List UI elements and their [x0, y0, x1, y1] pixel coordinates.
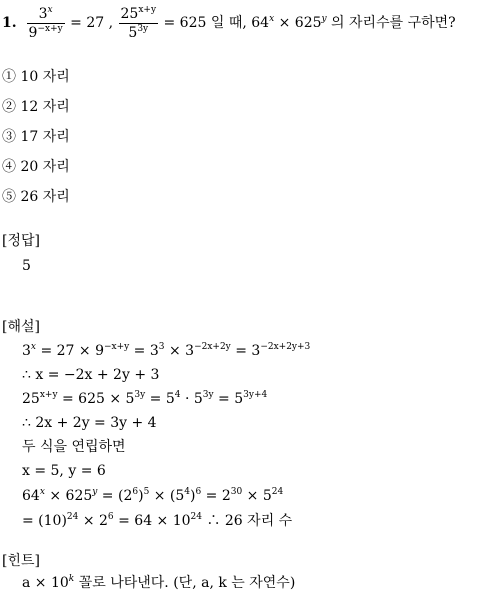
fraction-2: $\frac{25^{x+y}}{5^{3y}}$	[120, 4, 157, 41]
choice-3: ③ 17 자리	[2, 129, 70, 145]
solution-step-1: $3^x = 27 \times 9^{-x+y} = 3^3 \times 3^{-2x+2y} = 3^{-2x+2y+3}$	[22, 342, 311, 359]
solution-step-6: x = 5, y = 6	[22, 463, 106, 479]
choice-5: ⑤ 26 자리	[2, 189, 70, 205]
hint-text: $a \times 10^k$ 꼴로 나타낸다. (단, a, k 는 자연수)	[22, 574, 296, 591]
answer-value: 5	[22, 258, 31, 274]
solution-step-8: = $(10)^{24} \times 2^6 = 64 \times 10^{24}$ ∴ 26 자리 수	[22, 512, 293, 529]
question-line: 1. $\frac{3^x}{9^{-x+y}}$ = 27 , $\frac{25^{x+y}}{5^{3y}}$ = 625 일 때, $64^x \times 625^y$ 의 자리수를 구하면?	[2, 4, 456, 41]
question-tail: 의 자리수를 구하면?	[326, 15, 456, 31]
hint-label: [힌트]	[2, 553, 40, 569]
solution-label: [해설]	[2, 319, 40, 335]
question-number: 1.	[2, 15, 17, 31]
solution-step-7: $64^x \times 625^y = (2^6)^5 \times (5^4)^6 = 2^{30} \times 5^{24}$	[22, 487, 284, 504]
choice-2: ② 12 자리	[2, 99, 70, 115]
equation-2: = 625 일 때, 64	[163, 15, 270, 31]
choice-4: ④ 20 자리	[2, 159, 70, 175]
equation-1: = 27 ,	[70, 15, 114, 31]
solution-step-3: $25^{x+y} = 625 \times 5^{3y} = 5^4 \cdot 5^{3y} = 5^{3y+4}$	[22, 390, 268, 407]
answer-label: [정답]	[2, 233, 40, 249]
fraction-1: $\frac{3^x}{9^{-x+y}}$	[28, 4, 63, 41]
solution-step-5: 두 식을 연립하면	[22, 439, 126, 455]
choice-1: ① 10 자리	[2, 69, 70, 85]
solution-step-4: ∴ 2x + 2y = 3y + 4	[22, 415, 157, 431]
solution-step-2: ∴ x = −2x + 2y + 3	[22, 367, 160, 383]
